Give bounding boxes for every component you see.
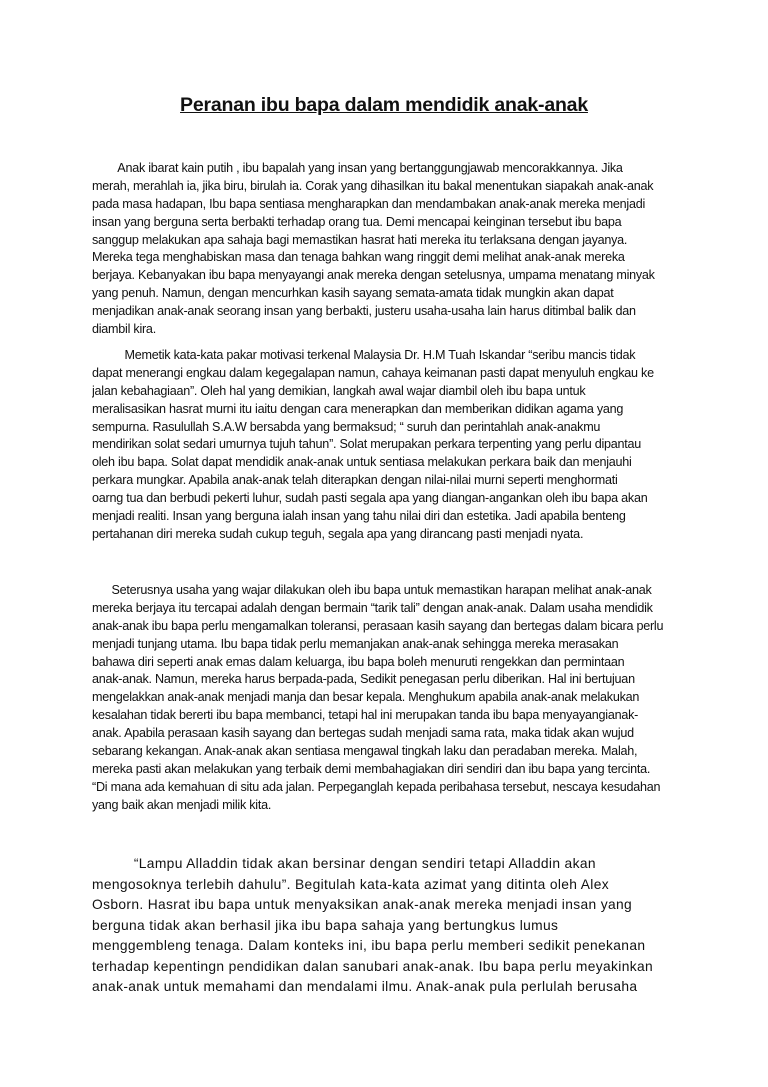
paragraph-line: jalan kebahagiaan”. Oleh hal yang demikian, langkah awal wajar diambil oleh ibu bapa untuk (92, 383, 586, 398)
paragraph-line: sempurna. Rasulullah S.A.W bersabda yang bermaksud; “ suruh dan perintahlah anak-anakmu (92, 419, 601, 434)
paragraph-line: diambil kira. (92, 322, 156, 337)
paragraph-line: “Lampu Alladdin tidak akan bersinar dengan sendiri tetapi Alladdin akan (92, 856, 596, 871)
paragraph-line: anak-anak untuk memahami dan mendalami ilmu. Anak-anak pula perlulah berusaha (92, 979, 638, 994)
paragraph-line: menjadi tunjang utama. Ibu bapa tidak perlu memanjakan anak-anak sehingga mereka merasakan (92, 636, 619, 651)
paragraph-line: perkara mungkar. Apabila anak-anak telah diterapkan dengan nilai-nilai murni seperti menghormati (92, 473, 618, 488)
paragraph-line: Anak ibarat kain putih , ibu bapalah yang insan yang bertanggungjawab mencorakkannya. Jika (92, 161, 623, 175)
paragraph-line: bahawa diri seperti anak emas dalam keluarga, ibu bapa boleh menuruti rengekkan dan permintaan (92, 654, 625, 669)
paragraph-line: merah, merahlah ia, jika biru, birulah ia. Corak yang dihasilkan itu bakal menentukan siapakah anak-anak (92, 178, 654, 193)
paragraph-line: yang penuh. Namun, dengan mencurhkan kasih sayang semata-amata tidak mungkin akan dapat (92, 286, 614, 301)
paragraph-line: anak-anak. Namun, mereka harus berpada-pada, Sedikit penegasan perlu diberikan. Hal ini bertujuan (92, 672, 635, 687)
paragraph-line: mengosoknya terlebih dahulu”. Begitulah kata-kata azimat yang ditinta oleh Alex (92, 876, 609, 892)
paragraph-4 (92, 854, 676, 998)
paragraph-line: mengelakkan anak-anak menjadi manja dan besar kepala. Menghukum apabila anak-anak melakukan (92, 690, 640, 705)
paragraph-line: anak-anak ibu bapa perlu mengamalkan toleransi, perasaan kasih sayang dan bertegas dalam bicara perlu (92, 618, 664, 633)
paragraph-line: terhadap kepentingn pendidikan dalan sanubari anak-anak. Ibu bapa perlu meyakinkan (92, 958, 654, 974)
paragraph-line: “Di mana ada kemahuan di situ ada jalan. Perpeganglah kepada peribahasa tersebut, nescaya kesudahan (92, 779, 661, 794)
paragraph-line: oleh ibu bapa. Solat dapat mendidik anak-anak untuk sentiasa melakukan perkara baik dan menjauhi (92, 455, 632, 470)
paragraph-line: berguna tidak akan berhasil jika ibu bapa sahaja yang bertungkus lumus (92, 917, 559, 933)
paragraph-line: mereka berjaya itu tercapai adalah dengan bermain “tarik tali” dengan anak-anak. Dalam usaha mendidik (92, 600, 653, 615)
paragraph-line: kesalahan tidak bererti ibu bapa membanci, tetapi hal ini merupakan tanda ibu bapa menyayangianak- (92, 708, 639, 723)
paragraph-line: sanggup melakukan apa sahaja bagi memastikan hasrat hati mereka itu terlaksana dengan jayanya. (92, 232, 628, 247)
paragraph-line: anak. Apabila perasaan kasih sayang dan bertegas sudah menjadi sama rata, maka tidak akan wujud (92, 726, 634, 741)
paragraph-line: mereka pasti akan melakukan yang terbaik demi membahagiakan diri sendiri dan ibu bapa yang tercinta. (92, 761, 651, 776)
paragraph-1 (92, 160, 676, 339)
paragraph-line: pada masa hadapan, Ibu bapa sentiasa mengharapkan dan mendambakan anak-anak mereka menjadi (92, 196, 646, 211)
paragraph-line: pertahanan diri mereka sudah cukup teguh, segala apa yang dirancang pasti menjadi nyata. (92, 526, 584, 541)
paragraph-line: insan yang berguna serta berbakti terhadap orang tua. Demi mencapai keinginan tersebut ibu bapa (92, 214, 622, 229)
paragraph-line: Osborn. Hasrat ibu bapa untuk menyaksikan anak-anak mereka menjadi insan yang (92, 897, 633, 912)
paragraph-2 (92, 347, 676, 544)
document-title: Peranan ibu bapa dalam mendidik anak-anak (180, 94, 588, 116)
paragraph-line: sebarang kekangan. Anak-anak akan sentiasa mengawal tingkah laku dan peradaban mereka. Malah, (92, 744, 638, 759)
paragraph-line: Memetik kata-kata pakar motivasi terkenal Malaysia Dr. H.M Tuah Iskandar “seribu mancis tidak (92, 348, 636, 362)
paragraph-line: menjadi realiti. Insan yang berguna ialah insan yang tahu nilai diri dan estetika. Jadi apabila benteng (92, 509, 626, 524)
paragraph-line: menggembleng tenaga. Dalam konteks ini, ibu bapa perlu memberi sedikit penekanan (92, 938, 646, 953)
paragraph-line: dapat menerangi engkau dalam kegegalapan namun, cahaya keimanan pasti dapat menyuluh engkau ke (92, 365, 654, 380)
paragraph-line: meralisasikan hasrat murni itu iaitu dengan cara menerapkan dan memberikan didikan agama yang (92, 401, 624, 416)
paragraph-line: yang baik akan menjadi milik kita. (92, 797, 272, 812)
paragraph-line: mendirikan solat sedari umurnya tujuh tahun”. Solat merupakan perkara terpenting yang perlu dipantau (92, 437, 642, 452)
paragraph-line: Seterusnya usaha yang wajar dilakukan oleh ibu bapa untuk memastikan harapan melihat anak-anak (92, 583, 652, 597)
paragraph-3 (92, 582, 676, 815)
paragraph-line: oarng tua dan berbudi pekerti luhur, sudah pasti segala apa yang diangan-angankan oleh ibu bapa akan (92, 491, 648, 506)
paragraph-line: berjaya. Kebanyakan ibu bapa menyayangi anak mereka dengan setelusnya, umpama menatang minyak (92, 268, 655, 283)
paragraph-line: menjadikan anak-anak seorang insan yang berbakti, justeru usaha-usaha lain harus ditimbal balik dan (92, 304, 636, 319)
paragraph-line: Mereka tega menghabiskan masa dan tenaga bahkan wang ringgit demi melihat anak-anak mereka (92, 250, 625, 265)
